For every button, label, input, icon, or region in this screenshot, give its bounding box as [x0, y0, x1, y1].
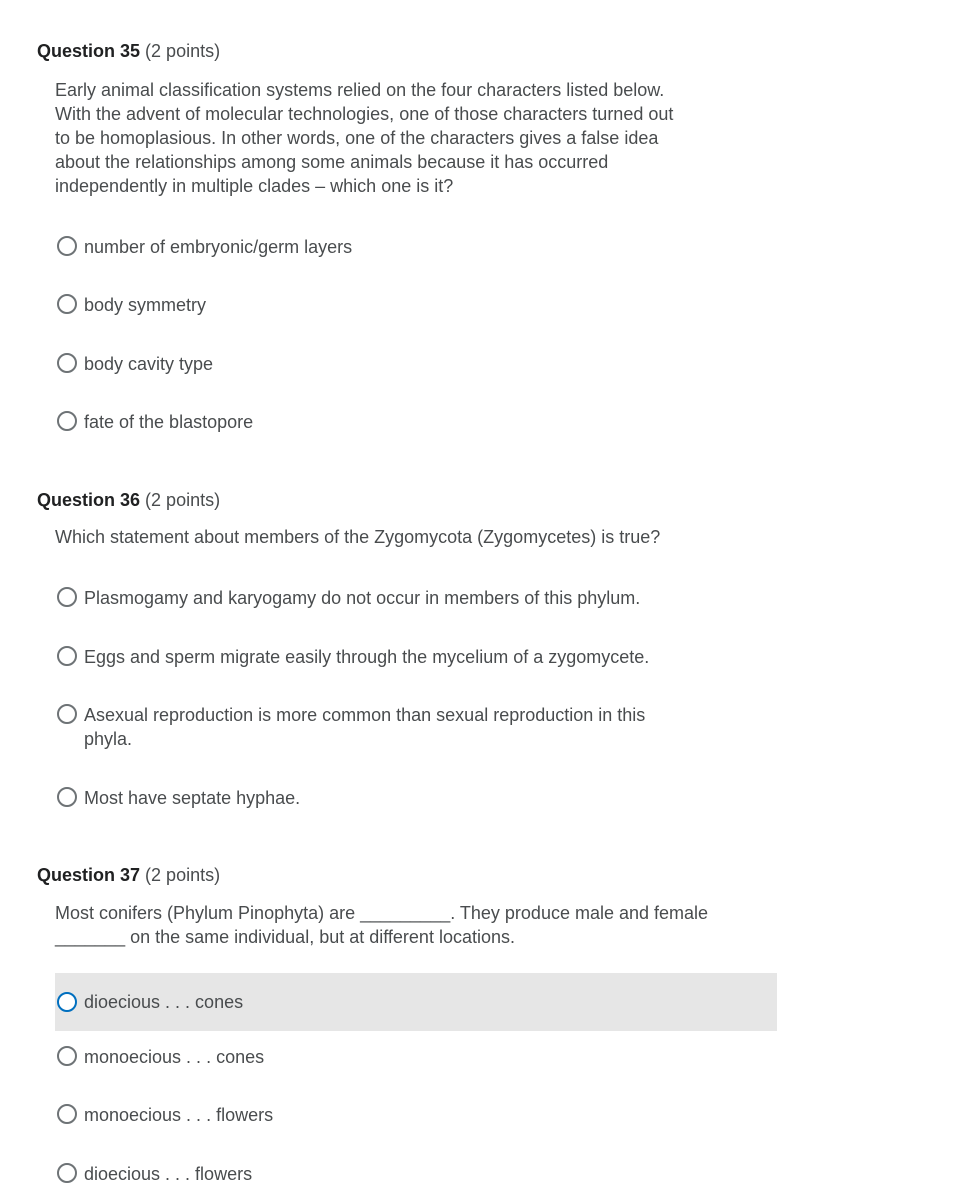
- question-title: [37, 864, 777, 886]
- answer-label: dioecious . . . cones: [84, 992, 244, 1012]
- question-37: [37, 864, 777, 886]
- answer-label: body symmetry: [84, 295, 207, 315]
- radio-button[interactable]: [57, 787, 77, 807]
- answer-option-highlighted[interactable]: [55, 973, 777, 1031]
- answer-option[interactable]: [55, 645, 777, 669]
- question-title: [37, 40, 777, 62]
- radio-button[interactable]: [57, 1163, 77, 1183]
- answer-label: Eggs and sperm migrate easily through the mycelium of a zygomycete.: [84, 647, 650, 667]
- answer-label: Asexual reproduction is more common than sexual reproduction in this phyla.: [84, 705, 646, 749]
- answer-option[interactable]: [55, 703, 777, 751]
- answer-option[interactable]: [55, 786, 777, 810]
- answer-label: dioecious . . . flowers: [84, 1164, 253, 1184]
- radio-button[interactable]: [57, 236, 77, 256]
- question-text: Which statement about members of the Zygomycota (Zygomycetes) is true?: [55, 527, 661, 547]
- question-points: (2 points): [145, 490, 221, 510]
- question-points: (2 points): [145, 41, 221, 61]
- question-text: Most conifers (Phylum Pinophyta) are _________. They produce male and female _______ on the same individual, but at different locations.: [55, 903, 709, 947]
- answer-label: Most have septate hyphae.: [84, 788, 301, 808]
- radio-button[interactable]: [57, 646, 77, 666]
- radio-button[interactable]: [57, 1046, 77, 1066]
- question-points: (2 points): [145, 865, 221, 885]
- answer-option[interactable]: [55, 1045, 777, 1069]
- answer-option[interactable]: [55, 410, 777, 434]
- question-number: Question 36: [37, 490, 141, 510]
- radio-button[interactable]: [57, 411, 77, 431]
- answer-option[interactable]: [55, 235, 777, 259]
- question-text: Early animal classification systems relied on the four characters listed below. With the advent of molecular technologies, one of those characters turned out to be homoplasious. In other words, one of the characters gives a false idea about the relationships among some animals because it has occurred independently in multiple clades – which one is it?: [55, 80, 674, 196]
- answer-option[interactable]: [55, 1162, 777, 1186]
- answer-option[interactable]: [55, 586, 777, 610]
- answer-label: monoecious . . . flowers: [84, 1105, 274, 1125]
- question-35: [37, 40, 777, 62]
- question-number: Question 37: [37, 865, 141, 885]
- radio-button[interactable]: [57, 1104, 77, 1124]
- answer-label: fate of the blastopore: [84, 412, 254, 432]
- answer-label: monoecious . . . cones: [84, 1047, 265, 1067]
- question-36: [37, 489, 777, 511]
- answer-label: number of embryonic/germ layers: [84, 237, 353, 257]
- answer-label: Plasmogamy and karyogamy do not occur in members of this phylum.: [84, 588, 641, 608]
- answer-option[interactable]: [55, 293, 777, 317]
- question-title: [37, 489, 777, 511]
- answer-label: body cavity type: [84, 354, 214, 374]
- radio-button[interactable]: [57, 294, 77, 314]
- radio-button[interactable]: [57, 353, 77, 373]
- radio-button[interactable]: [57, 992, 77, 1012]
- answer-option[interactable]: [55, 1103, 777, 1127]
- answer-option[interactable]: [55, 352, 777, 376]
- question-number: Question 35: [37, 41, 141, 61]
- radio-button[interactable]: [57, 704, 77, 724]
- radio-button[interactable]: [57, 587, 77, 607]
